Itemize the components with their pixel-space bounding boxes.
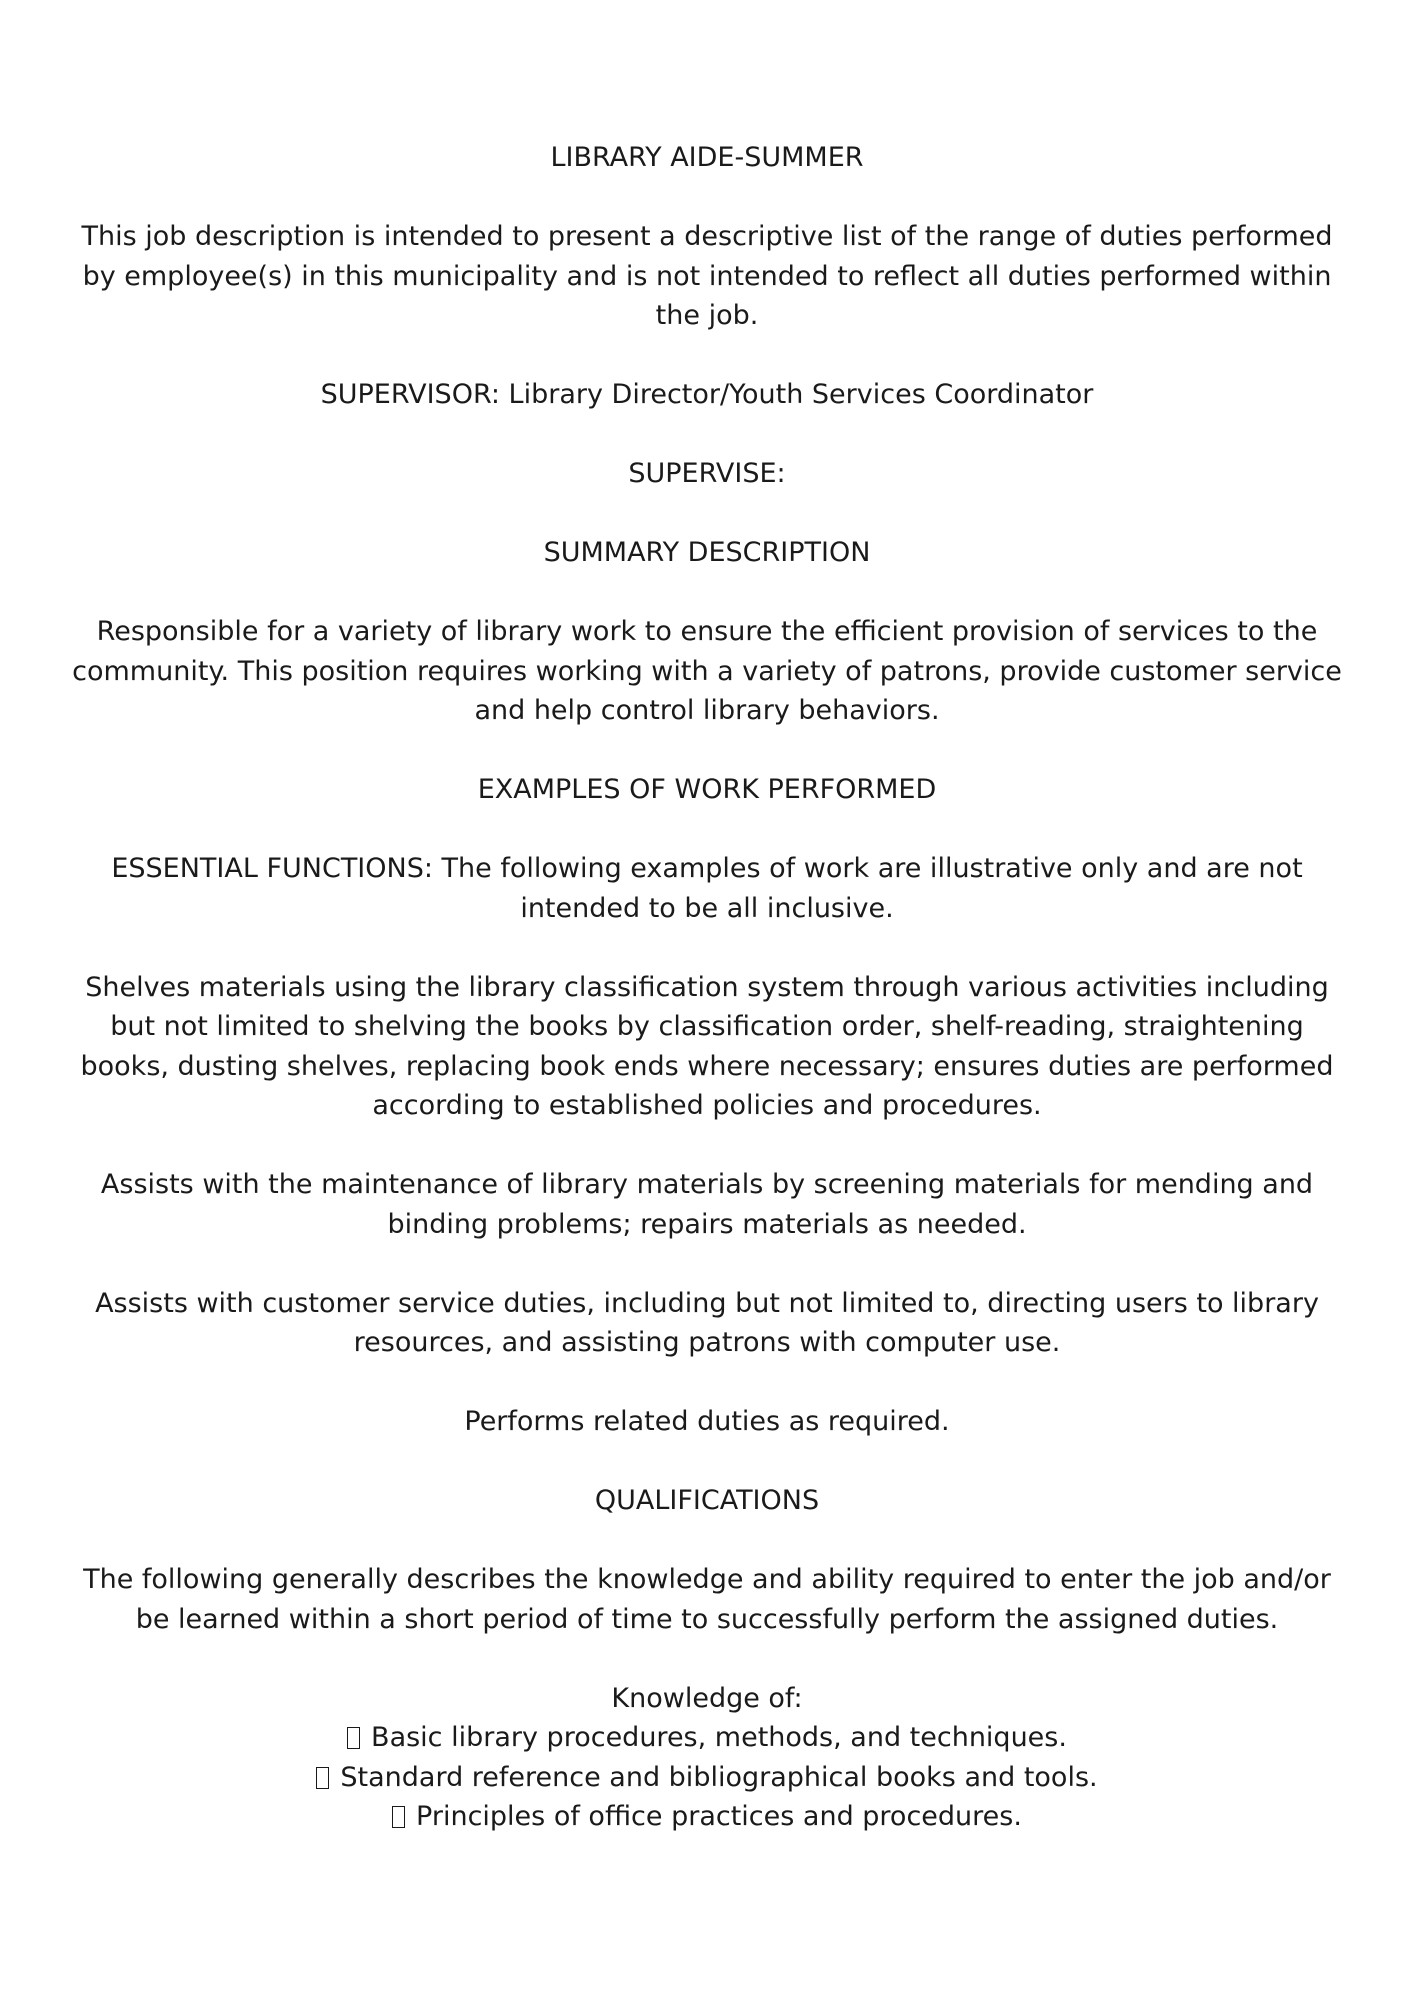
summary-paragraph: Responsible for a variety of library work to ensure the efficient provision of services to the community. This position requires working with a variety of patrons, provide customer service and help control library behaviors. bbox=[72, 616, 1342, 726]
missing-glyph-box-icon bbox=[392, 1806, 405, 1828]
knowledge-item-text: Principles of office practices and procedures. bbox=[416, 1801, 1022, 1832]
duty-paragraph-related: Performs related duties as required. bbox=[464, 1406, 950, 1437]
qualifications-heading: QUALIFICATIONS bbox=[594, 1485, 820, 1516]
summary-heading: SUMMARY DESCRIPTION bbox=[543, 537, 871, 568]
missing-glyph-box-icon bbox=[316, 1767, 329, 1789]
knowledge-item-text: Standard reference and bibliographical books and tools. bbox=[340, 1761, 1098, 1793]
supervisor-line: SUPERVISOR: Library Director/Youth Services Coordinator bbox=[320, 379, 1094, 410]
qualifications-paragraph: The following generally describes the knowledge and ability required to enter the job and/or be learned within a short period of time to successfully perform the assigned duties. bbox=[83, 1564, 1331, 1635]
knowledge-list bbox=[64, 1679, 1350, 1837]
essential-functions-paragraph: ESSENTIAL FUNCTIONS: The following examples of work are illustrative only and are not intended to be all inclusive. bbox=[111, 853, 1303, 924]
duty-paragraph-customer-service: Assists with customer service duties, including but not limited to, directing users to library resources, and assisting patrons with computer use. bbox=[95, 1287, 1319, 1358]
duty-paragraph-shelving: Shelves materials using the library classification system through various activities including but not limited to shelving the books by classification order, shelf-reading, straightening books, dusting shelves, replacing book ends where necessary; ensures duties are performed according to established policies and procedures. bbox=[80, 971, 1334, 1121]
document-title: LIBRARY AIDE-SUMMER bbox=[550, 142, 864, 173]
knowledge-item bbox=[64, 1797, 1350, 1837]
intro-paragraph: This job description is intended to present a descriptive list of the range of duties performed by employee(s) in this municipality and is not intended to reflect all duties performed within the job. bbox=[81, 221, 1333, 331]
knowledge-item-text: Basic library procedures, methods, and techniques. bbox=[371, 1722, 1067, 1753]
supervise-line: SUPERVISE: bbox=[628, 458, 786, 489]
knowledge-item bbox=[64, 1758, 1350, 1798]
duty-paragraph-maintenance: Assists with the maintenance of library materials by screening materials for mending and binding problems; repairs materials as needed. bbox=[100, 1169, 1314, 1240]
knowledge-item bbox=[64, 1718, 1350, 1758]
knowledge-heading: Knowledge of: bbox=[611, 1682, 803, 1714]
examples-heading: EXAMPLES OF WORK PERFORMED bbox=[477, 774, 937, 805]
missing-glyph-box-icon bbox=[347, 1727, 360, 1749]
